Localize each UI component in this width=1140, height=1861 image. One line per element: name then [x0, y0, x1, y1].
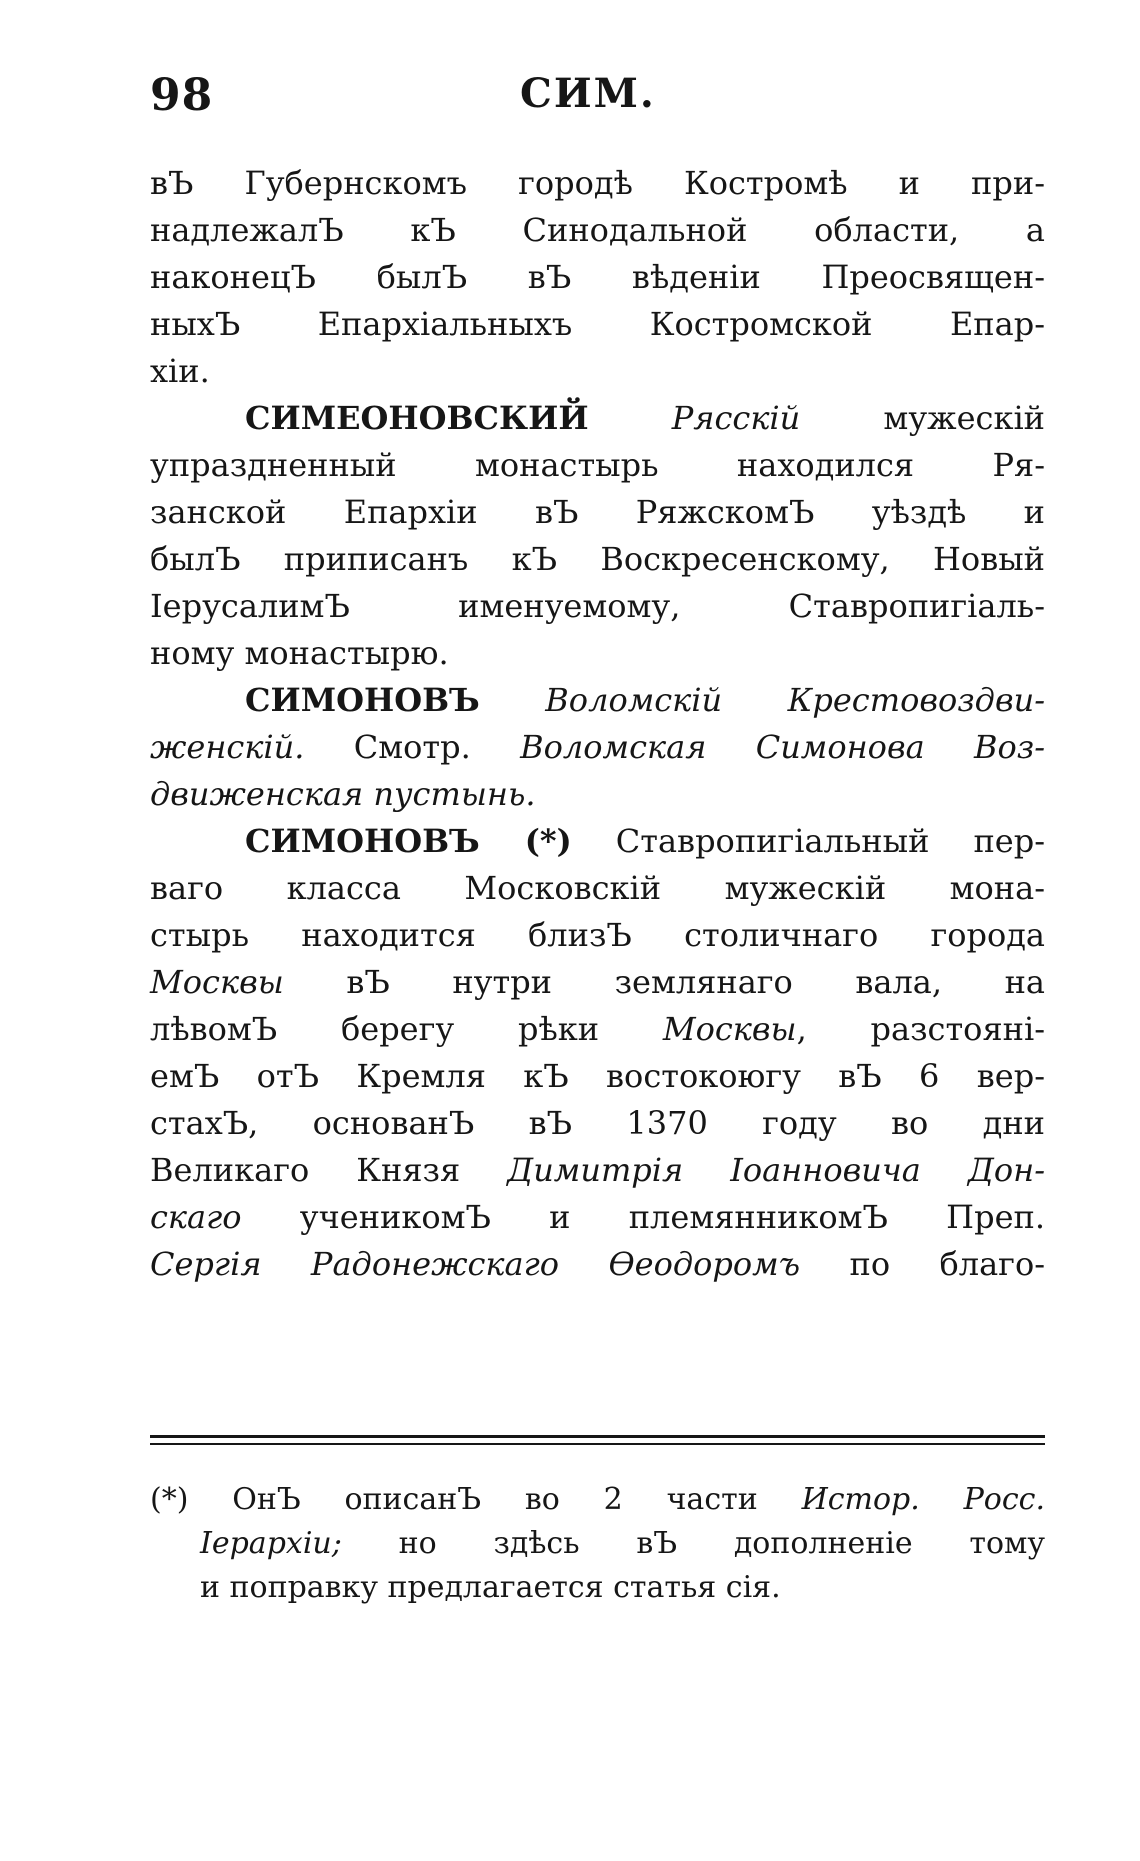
place-name: Москвы: [662, 1010, 797, 1048]
text-line-content: наконецЪ былЪ вЪ вѣденіи Преосвящен-: [150, 258, 1045, 296]
text-line-content: мужескій: [883, 399, 1045, 437]
text-line-content: упраздненный монастырь находился Ря-: [150, 446, 1045, 484]
entry-simonov-moscow: [150, 818, 1045, 865]
text-line-content: Великаго Князя: [150, 1151, 461, 1189]
entry-simonov-volomsky: [150, 677, 1045, 724]
person-name: Сергія Радонежскаго Ѳеодоромъ: [150, 1245, 801, 1283]
text-line: [150, 1241, 1045, 1288]
main-text: [150, 160, 1045, 1288]
entry-heading: СИМОНОВЪ: [245, 681, 480, 719]
text-line: [150, 207, 1045, 254]
text-line-content: по благо-: [849, 1245, 1046, 1283]
text-line-content: Ставропигіальный пер-: [615, 822, 1045, 860]
text-line-content: надлежалЪ кЪ Синодальной области, а: [150, 211, 1045, 249]
text-line-content: ІерусалимЪ именуемому, Ставропигіаль-: [150, 587, 1045, 625]
footnote-line: [150, 1522, 1045, 1566]
text-line: [150, 1006, 1045, 1053]
footnote-line: [150, 1478, 1045, 1522]
text-line-content: емЪ отЪ Кремля кЪ востокоюгу вЪ 6 вер-: [150, 1057, 1045, 1095]
text-line-content: ученикомЪ и племянникомЪ Преп.: [299, 1198, 1046, 1236]
page-number: 98: [150, 70, 214, 121]
text-line: [150, 442, 1045, 489]
text-line: [150, 1147, 1045, 1194]
running-head: [150, 70, 1050, 140]
text-line: [150, 160, 1045, 207]
text-line: [150, 489, 1045, 536]
text-line: [150, 771, 1045, 818]
place-name: Москвы: [150, 963, 284, 1001]
footnote-line: [150, 1566, 1045, 1610]
text-line-content: занской Епархіи вЪ РяжскомЪ уѣздѣ и: [150, 493, 1045, 531]
entry-place: Рясскій: [671, 399, 801, 437]
footnote-citation: Іерархіи;: [200, 1526, 342, 1561]
cross-reference: Воломская Симонова Воз-: [520, 728, 1046, 766]
footnote-text: но здѣсь вЪ дополненіе тому: [398, 1526, 1045, 1561]
text-line-content: стырь находится близЪ столичнаго города: [150, 916, 1045, 954]
person-name: Димитрія Іоанновича Дон-: [507, 1151, 1046, 1189]
text-line-content: вЪ Губернскомъ городѣ Костромѣ и при-: [150, 164, 1045, 202]
text-line: [150, 865, 1045, 912]
text-line: [150, 912, 1045, 959]
text-line-content: вЪ нутри землянаго вала, на: [346, 963, 1046, 1001]
text-line: [150, 583, 1045, 630]
text-line-content: , разстояні-: [796, 1010, 1045, 1048]
text-line-content: хіи.: [150, 352, 210, 390]
footnote: [150, 1478, 1045, 1610]
text-line: [150, 1194, 1045, 1241]
footnote-rule: [150, 1435, 1045, 1438]
person-name: скаго: [150, 1198, 242, 1236]
text-line: [150, 254, 1045, 301]
text-line-content: Смотр.: [353, 728, 471, 766]
text-line: [150, 724, 1045, 771]
entry-heading: СИМЕОНОВСКИЙ: [245, 399, 589, 437]
entry-simeonovsky: [150, 395, 1045, 442]
footnote-text: и поправку предлагается статья сія.: [200, 1570, 781, 1605]
cross-reference: движенская пустынь.: [150, 775, 536, 813]
entry-place: Воломскій Крестовоздви-: [545, 681, 1046, 719]
footnote-rule-secondary: [150, 1443, 1045, 1445]
text-line-content: стахЪ, основанЪ вЪ 1370 году во дни: [150, 1104, 1045, 1142]
text-line-content: ному монастырю.: [150, 634, 449, 672]
footnote-text: (*) ОнЪ описанЪ во 2 части: [150, 1482, 758, 1517]
running-head-title: СИМ.: [520, 70, 656, 117]
text-line-content: лѣвомЪ берегу рѣки: [150, 1010, 600, 1048]
text-line: [150, 1100, 1045, 1147]
footnote-citation: Истор. Росс.: [801, 1482, 1045, 1517]
text-line-content: былЪ приписанъ кЪ Воскресенскому, Новый: [150, 540, 1045, 578]
text-line: [150, 630, 1045, 677]
text-line: [150, 959, 1045, 1006]
text-line: [150, 1053, 1045, 1100]
text-line-content: ныхЪ Епархіальныхъ Костромской Епар-: [150, 305, 1045, 343]
entry-place: женскій.: [150, 728, 305, 766]
text-line-content: ваго класса Московскій мужескій мона-: [150, 869, 1045, 907]
text-line: [150, 301, 1045, 348]
text-line: [150, 348, 1045, 395]
text-line: [150, 536, 1045, 583]
entry-heading: СИМОНОВЪ (*): [245, 822, 572, 860]
